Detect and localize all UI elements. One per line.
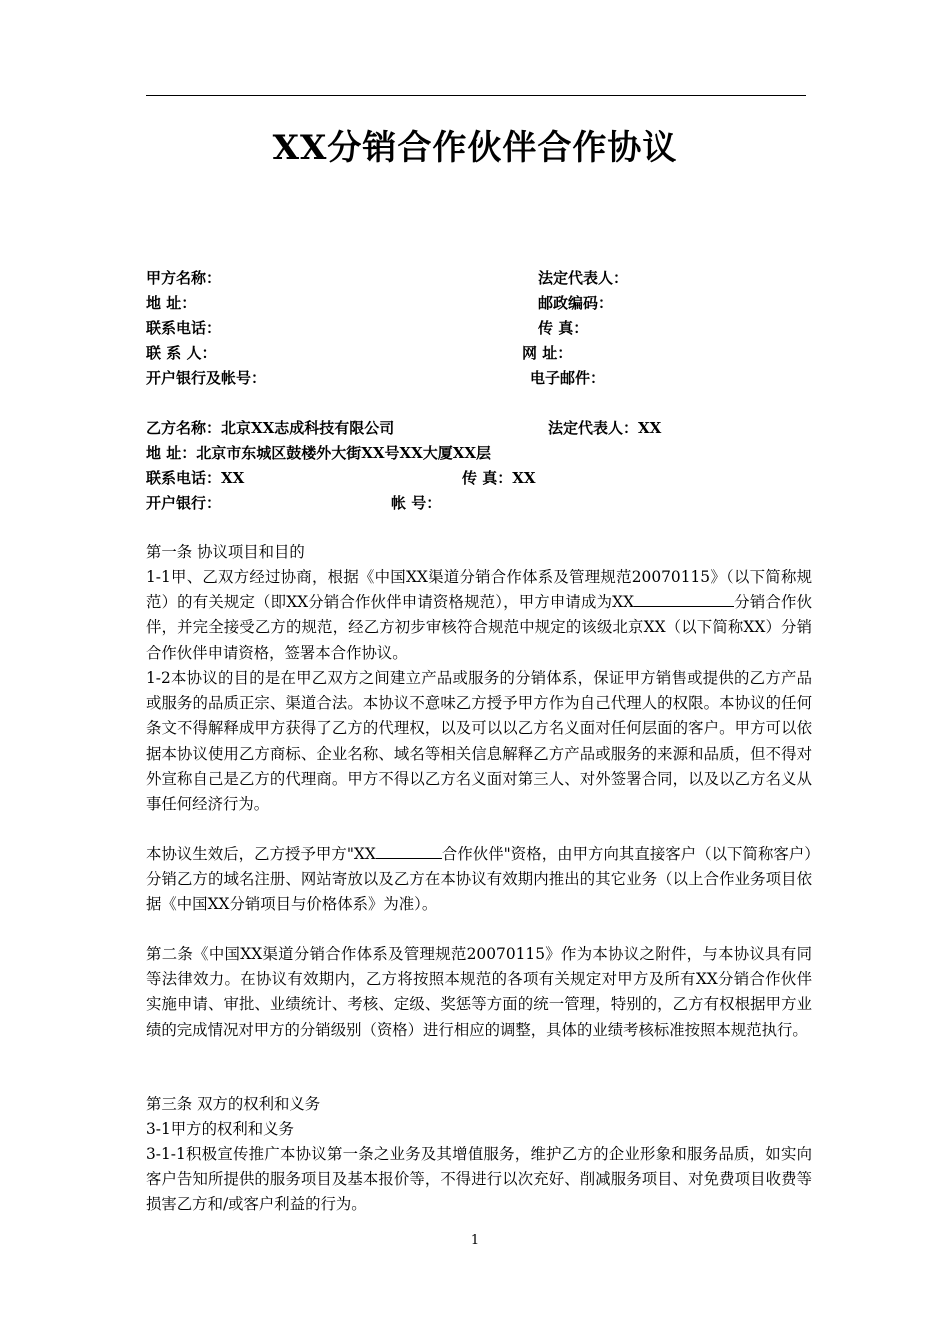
party-a-name-label: 甲方名称： <box>146 269 222 287</box>
party-a-phone-label: 联系电话： <box>146 319 222 337</box>
clause-1-1 <box>146 565 812 666</box>
party-b-name: 乙方名称：北京XX志成科技有限公司 <box>146 419 395 437</box>
clause-1-2: 1-2本协议的目的是在甲乙双方之间建立产品或服务的分销体系，保证甲方销售或提供的乙方产品或服务的品质正宗、渠道合法。本协议不意味乙方授予甲方作为自己代理人的权限。本协议的任何条文不得解释成甲方获得了乙方的代理权，以及可以以乙方名义面对任何层面的客户。甲方可以依据本协议使用乙方商标、企业名称、域名等相关信息解释乙方产品或服务的来源和品质，但不得对外宣称自己是乙方的代理商。甲方不得以乙方名义面对第三人、对外签署合同，以及以乙方名义从事任何经济行为。 <box>146 669 812 814</box>
authorization-part-2: 合作伙伴"资格，由甲方向其直接客户（以下简称客户）分销乙方的域名注册、网站寄放以及乙方在本协议有效期内推出的其它业务（以上合作业务项目依据《中国XX分销项目与价格体系》为准）。 <box>146 845 812 914</box>
article-1-heading: 第一条 协议项目和目的 <box>146 543 305 561</box>
party-a-postcode-label: 邮政编码： <box>538 294 614 312</box>
party-a-legal-rep-label: 法定代表人： <box>538 269 629 287</box>
clause-3-1-1: 3-1-1积极宣传推广本协议第一条之业务及其增值服务，维护乙方的企业形象和服务品质，如实向客户告知所提供的服务项目及基本报价等，不得进行以次充好、削减服务项目、对免费项目收费等损害乙方和/或客户利益的行为。 <box>146 1145 812 1214</box>
blank-line <box>376 843 442 859</box>
blank-line <box>634 591 734 607</box>
clause-1-1-part-2: 分销合作伙伴，并完全接受乙方的规范，经乙方初步审核符合规范中规定的该级北京XX（以下简称XX）分销合作伙伴申请资格，签署本合作协议。 <box>146 593 812 662</box>
document-title: XX分销合作伙伴合作协议 <box>272 128 678 168</box>
party-b-phone: 联系电话：XX <box>146 469 245 487</box>
authorization-paragraph <box>146 842 812 918</box>
clause-1-1-part-1: 1-1甲、乙双方经过协商，根据《中国XX渠道分销合作体系及管理规范20070115》（以下简称规范）的有关规定（即XX分销合作伙伴申请资格规范），甲方申请成为XX <box>146 568 812 612</box>
party-b-account-label: 帐 号： <box>391 494 442 512</box>
article-2: 第二条《中国XX渠道分销合作体系及管理规范20070115》作为本协议之附件，与本协议具有同等法律效力。在协议有效期内，乙方将按照本规范的各项有关规定对甲方及所有XX分销合作伙伴实施申请、审批、业绩统计、考核、定级、奖惩等方面的统一管理，特别的，乙方有权根据甲方业绩的完成情况对甲方的分销级别（资格）进行相应的调整，具体的业绩考核标准按照本规范执行。 <box>146 945 812 1039</box>
party-a-contact-label: 联 系 人： <box>146 344 217 362</box>
party-b-bank-label: 开户银行： <box>146 494 222 512</box>
party-a-website-label: 网 址： <box>522 344 573 362</box>
party-b-fax: 传 真：XX <box>462 469 536 487</box>
party-a-address-label: 地 址： <box>146 294 197 312</box>
authorization-part-1: 本协议生效后，乙方授予甲方"XX <box>146 845 376 863</box>
party-b-legal-rep: 法定代表人：XX <box>548 419 662 437</box>
party-a-bank-label: 开户银行及帐号： <box>146 369 267 387</box>
article-3-heading: 第三条 双方的权利和义务 <box>146 1095 321 1113</box>
page-number: 1 <box>470 1233 480 1248</box>
party-b-address: 地 址：北京市东城区鼓楼外大街XX号XX大厦XX层 <box>146 444 492 462</box>
clause-3-1: 3-1甲方的权利和义务 <box>146 1120 294 1138</box>
party-a-email-label: 电子邮件： <box>530 369 606 387</box>
party-a-fax-label: 传 真： <box>538 319 589 337</box>
header-rule <box>146 95 806 96</box>
